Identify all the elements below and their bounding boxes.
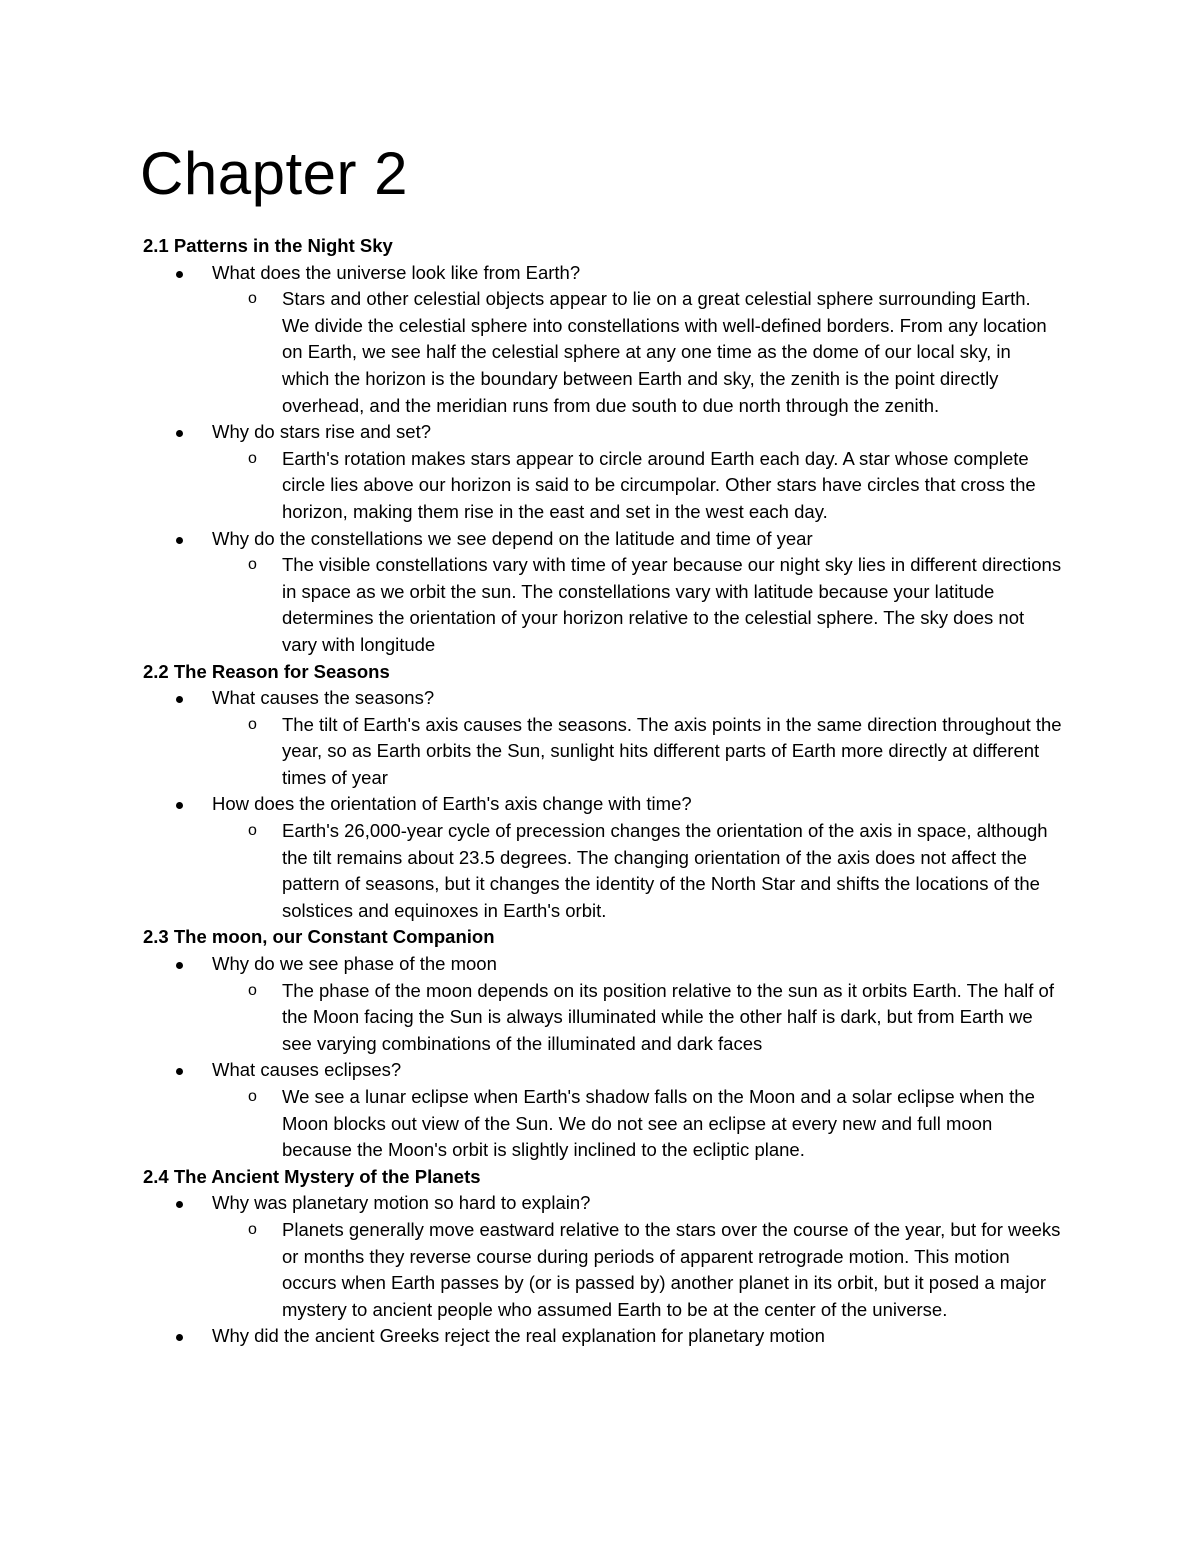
sub-bullet-icon: o [248, 556, 257, 574]
question-item [143, 1057, 1073, 1084]
question-text: What causes the seasons? [212, 687, 435, 709]
question-item [143, 951, 1073, 978]
question-item [143, 791, 1073, 818]
sub-bullet-icon: o [248, 1088, 257, 1105]
answer-item [143, 446, 1073, 526]
bullet-icon [176, 1201, 183, 1208]
bullet-icon [176, 1334, 183, 1341]
question-item [143, 1190, 1073, 1217]
question-text: Why do we see phase of the moon [212, 953, 497, 975]
answer-item [143, 552, 1073, 658]
question-text: How does the orientation of Earth's axis change with time? [212, 793, 692, 815]
sub-bullet-icon: o [248, 822, 257, 840]
answer-text: Planets generally move eastward relative to the stars over the course of the year, but for weeks or months they reverse course during periods of apparent retrograde motion. This motion occurs when Earth passes by (or is passed by) another planet in its orbit, but it posed a major mystery to ancient people who assumed Earth to be at the center of the universe. [282, 1218, 1061, 1320]
question-text: Why was planetary motion so hard to explain? [212, 1192, 591, 1214]
section-heading: 2.3 The moon, our Constant Companion [143, 926, 495, 948]
answer-item [143, 1084, 1073, 1164]
bullet-icon [176, 696, 183, 703]
section-heading: 2.2 The Reason for Seasons [143, 660, 390, 682]
answer-item [143, 818, 1073, 924]
answer-item [143, 712, 1073, 792]
answer-text: The visible constellations vary with time of year because our night sky lies in different directions in space as we orbit the sun. The constellations vary with latitude because your latitude determines the orientation of your horizon relative to the celestial sphere. The sky does not vary with longitude [282, 554, 1062, 655]
answer-text: Stars and other celestial objects appear to lie on a great celestial sphere surrounding Earth. We divide the celestial sphere into constellations with well-defined borders. From any location on Earth, we see half the celestial sphere at any one time as the dome of our local sky, in which the horizon is the boundary between Earth and sky, the zenith is the point directly overhead, and the meridian runs from due south to due north through the zenith. [282, 288, 1047, 416]
sub-bullet-icon: o [248, 449, 257, 467]
sub-bullet-icon: o [248, 715, 257, 733]
answer-text: Earth's rotation makes stars appear to circle around Earth each day. A star whose complete circle lies above our horizon is said to be circumpolar. Other stars have circles that cross the horizon, making them rise in the east and set in the west each day. [282, 447, 1036, 522]
question-item [143, 1323, 1073, 1350]
bullet-icon [176, 962, 183, 969]
question-text: What does the universe look like from Earth? [212, 261, 581, 283]
question-text: Why do the constellations we see depend on the latitude and time of year [212, 527, 813, 549]
answer-item [143, 286, 1073, 419]
sub-bullet-icon: o [248, 1220, 257, 1238]
bullet-icon [176, 1068, 183, 1075]
answer-text: Earth's 26,000-year cycle of precession changes the orientation of the axis in space, although the tilt remains about 23.5 degrees. The changing orientation of the axis does not affect the pattern of seasons, but it changes the identity of the North Star and shifts the locations of the solstices and equinoxes in Earth's orbit. [282, 820, 1048, 921]
answer-text: The tilt of Earth's axis causes the seasons. The axis points in the same direction throughout the year, so as Earth orbits the Sun, sunlight hits different parts of Earth more directly at different times of year [282, 713, 1062, 788]
question-item [143, 419, 1073, 446]
question-item [143, 260, 1073, 287]
section-heading: 2.4 The Ancient Mystery of the Planets [143, 1165, 481, 1187]
sub-bullet-icon: o [248, 981, 257, 999]
answer-text: The phase of the moon depends on its position relative to the sun as it orbits Earth. The half of the Moon facing the Sun is always illuminated while the other half is dark, but from Earth we see varying combinations of the illuminated and dark faces [282, 979, 1054, 1054]
answer-item [143, 978, 1073, 1058]
notes-body [143, 233, 1073, 1350]
section-heading: 2.1 Patterns in the Night Sky [143, 235, 393, 256]
question-text: Why do stars rise and set? [212, 421, 432, 443]
question-item [143, 526, 1073, 553]
question-text: What causes eclipses? [212, 1059, 402, 1081]
question-text: Why did the ancient Greeks reject the real explanation for planetary motion [212, 1325, 825, 1347]
answer-text: We see a lunar eclipse when Earth's shadow falls on the Moon and a solar eclipse when the Moon blocks out view of the Sun. We do not see an eclipse at every new and full moon because the Moon's orbit is slightly inclined to the ecliptic plane. [282, 1086, 1035, 1161]
bullet-icon [176, 537, 183, 544]
answer-item [143, 1217, 1073, 1323]
question-item [143, 685, 1073, 712]
chapter-title: Chapter 2 [140, 140, 408, 207]
bullet-icon [176, 430, 183, 437]
bullet-icon [176, 271, 183, 278]
sub-bullet-icon: o [248, 290, 257, 308]
bullet-icon [176, 802, 183, 809]
